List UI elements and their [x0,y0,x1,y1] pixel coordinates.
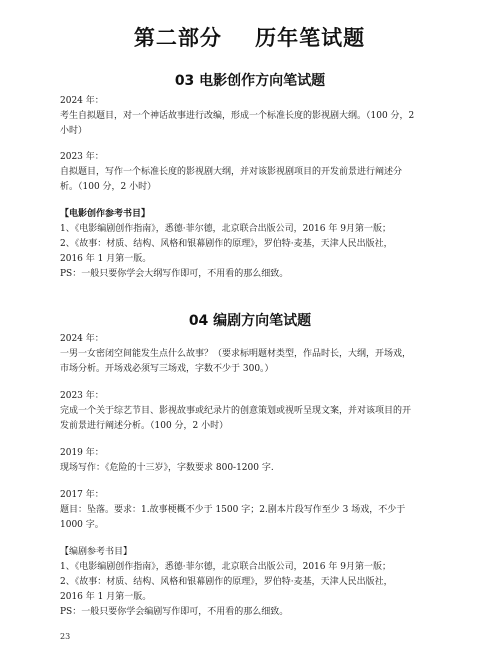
reference-heading: 【编剧参考书目】 [60,547,133,557]
entry-year: 2017 年： [60,490,104,500]
entry-year: 2024 年： [60,96,104,106]
entry-line: 小时） [60,126,88,136]
reference-line: 2、《故事：材质、结构、风格和银幕剧作的原理》，罗伯特·麦基，天津人民出版社， [60,577,393,587]
reference-line: PS：一般只要你学会编剧写作即可，不用看的那么细致。 [60,607,289,617]
entry-year: 2024 年： [60,334,104,344]
section-04-entry-2023 [60,389,440,434]
entry-line: 完成一个关于综艺节目、影视故事或纪录片的创意策划或视听呈现文案，并对该项目的开 [60,406,412,416]
entry-year: 2023 年： [60,391,104,401]
section-04-references [60,545,440,620]
section-04-entry-2019 [60,446,440,476]
entry-line: 现场写作：《危险的十三岁》，字数要求 800-1200 字. [60,463,274,473]
reference-line: 1、《电影编剧创作指南》，悉德·菲尔德，北京联合出版公司，2016 年 9月第一版； [60,562,391,572]
reference-line: 2、《故事：材质、结构、风格和银幕剧作的原理》，罗伯特·麦基，天津人民出版社， [60,239,393,249]
reference-heading: 【电影创作参考书目】 [60,209,151,219]
reference-line: 2016 年 1 月第一版。 [60,592,152,602]
section-04-entry-2024 [60,332,440,377]
entry-line: 一男一女密闭空间能发生点什么故事？（要求标明题材类型，作品时长，大纲，开场戏， [60,349,412,359]
section-03-title: 03 电影创作方向笔试题 [174,73,326,89]
entry-line: 析。（100 分，2 小时） [60,182,157,192]
entry-year: 2019 年： [60,448,104,458]
page-number: 23 [60,632,71,641]
section-03-entry-2023 [60,150,440,195]
reference-line: 2016 年 1 月第一版。 [60,254,152,264]
section-04-title: 04 编剧方向笔试题 [188,313,312,329]
entry-line: 市场分析。开场戏必须写三场戏，字数不少于 300。） [60,364,274,374]
page-title: 第二部分 历年笔试题 [133,26,366,50]
section-04-entry-2017 [60,488,440,533]
reference-line: PS：一般只要你学会大纲写作即可，不用看的那么细致。 [60,269,289,279]
entry-line: 自拟题目，写作一个标准长度的影视剧大纲，并对该影视剧项目的开发前景进行阐述分 [60,167,403,177]
entry-line: 1000 字。 [60,520,104,530]
reference-line: 1、《电影编剧创作指南》，悉德·菲尔德，北京联合出版公司，2016 年 9月第一版； [60,224,391,234]
entry-line: 考生自拟题目，对一个神话故事进行改编，形成一个标准长度的影视剧大纲。（100 分，2 [60,111,415,121]
section-03-entry-2024 [60,94,440,139]
section-04-title-wrap [60,310,440,330]
entry-year: 2023 年： [60,152,104,162]
entry-line: 发前景进行阐述分析。（100 分，2 小时） [60,421,229,431]
section-03-references [60,207,440,282]
entry-line: 题目：坠落。要求：1.故事梗概不少于 1500 字；2.剧本片段写作至少 3 场戏，不少于 [60,505,406,515]
section-03-title-wrap [60,70,440,90]
